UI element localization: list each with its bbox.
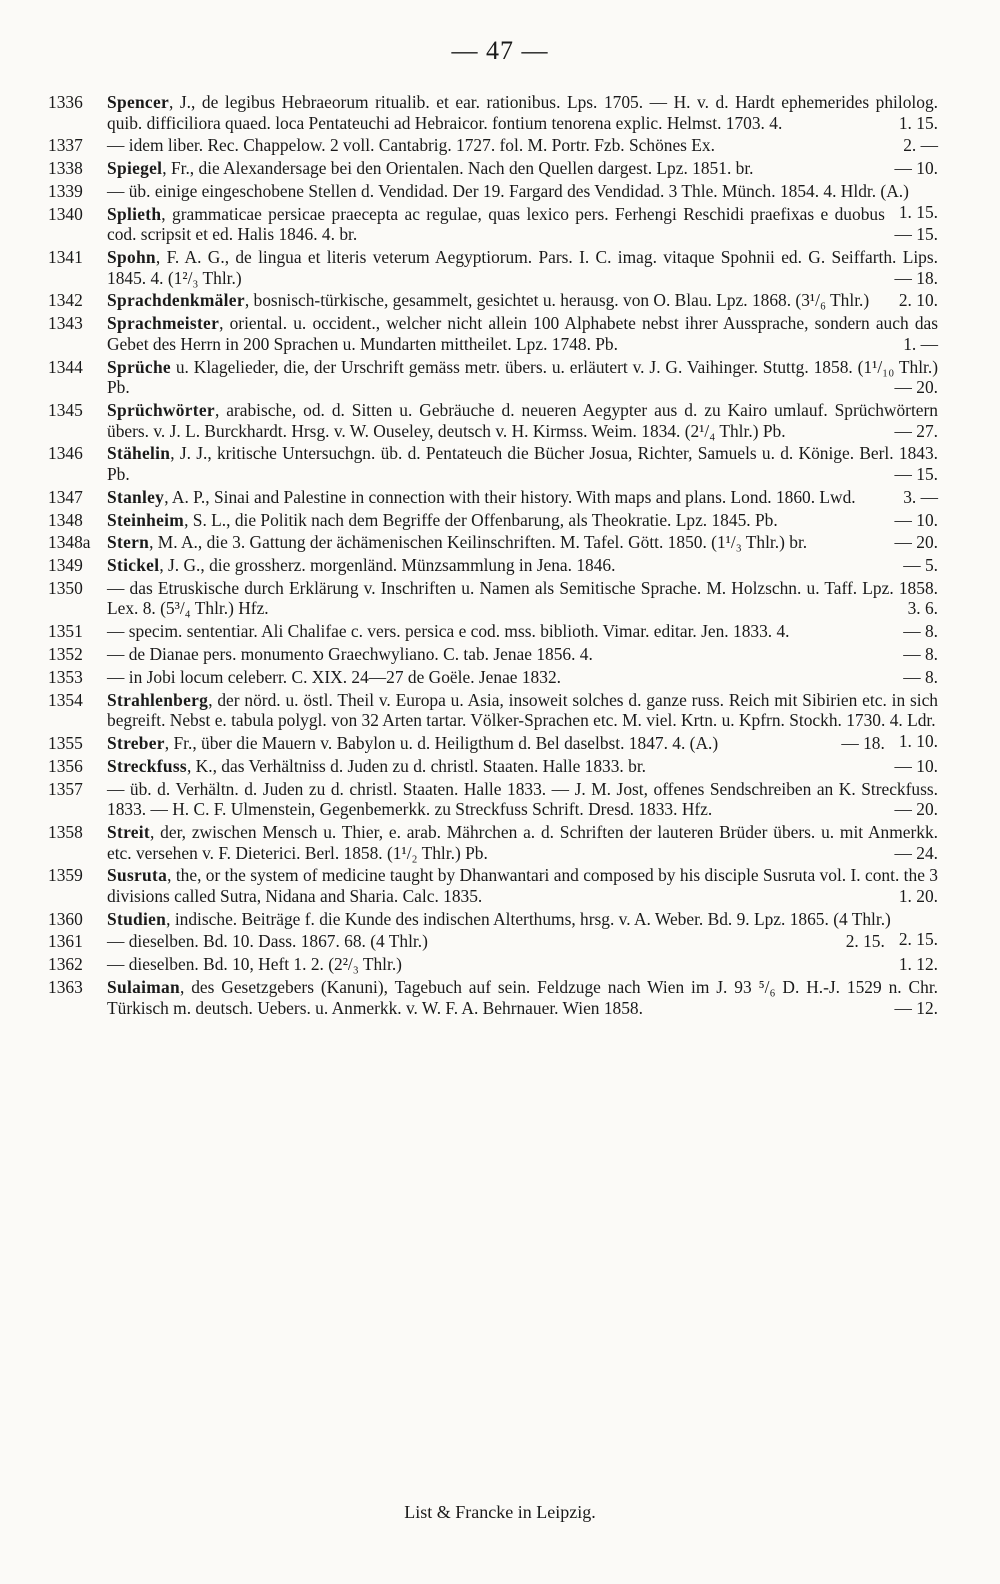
entry-text — [107, 487, 938, 508]
entry-number: 1357 — [48, 778, 83, 799]
entry-text — [107, 865, 938, 906]
entry-headword: Stern — [107, 532, 150, 553]
entry-number: 1338 — [48, 158, 83, 179]
entry-description: — üb. d. Verhältn. d. Juden zu d. christl. Staaten. Halle 1833. — J. M. Jost, offenes Sendschreiben an K. Streckfuss. 1833. — H. C. F. Ulmenstein, Gegenbemerkk. zu Streckfuss Schrift. Dresd. 1833. Hfz. — [107, 778, 938, 820]
entry-description: — specim. sententiar. Ali Chalifae c. vers. persica e cod. mss. biblioth. Vimar. editar. Jen. 1833. 4. — [107, 621, 790, 642]
entry-number: 1359 — [48, 865, 83, 886]
entry-headword: Spiegel — [107, 158, 163, 179]
entry-price: — 8. — [903, 621, 938, 642]
catalog-entry — [48, 644, 938, 665]
entry-description: — üb. einige eingeschobene Stellen d. Vendidad. Der 19. Fargard des Vendidad. 3 Thle. Münch. 1854. 4. Hldr. (A.) — [107, 180, 909, 201]
entry-headword: Sprüchwörter — [107, 400, 215, 420]
entry-text — [107, 135, 938, 156]
entry-description: , J. G., die grossherz. morgenländ. Münzsammlung in Jena. 1846. — [159, 555, 616, 576]
entry-description: , F. A. G., de lingua et literis veterum Aegyptiorum. Pars. I. C. imag. vitaque Spohnii ed. G. Seiffarth. Lips. 1845. 4. (1²/₃ Thlr.) — [107, 247, 938, 288]
page-number: — 47 — — [451, 36, 549, 65]
entry-headword: Sprüche — [107, 356, 171, 377]
entry-price: — 8. — [903, 644, 938, 665]
entry-price: 1. 20. — [898, 885, 938, 906]
catalog-entry — [48, 822, 938, 863]
catalog-entry — [48, 756, 938, 777]
entry-number: 1352 — [48, 644, 83, 665]
entry-headword: Stickel — [107, 555, 160, 576]
catalog-entry — [48, 247, 938, 288]
entry-headword: Sprachmeister — [107, 313, 220, 334]
entry-price: — 20. — [894, 799, 938, 820]
catalog-entry — [48, 779, 938, 820]
entry-text — [107, 510, 938, 531]
entry-price: 1. 15. — [898, 112, 938, 133]
entry-text — [107, 822, 938, 863]
entry-number: 1362 — [48, 954, 83, 975]
entry-description: — dieselben. Bd. 10. Dass. 1867. 68. (4 Thlr.) — [107, 931, 428, 952]
entry-headword: Strahlenberg — [107, 689, 209, 710]
entry-description: u. Klagelieder, die, der Urschrift gemäss metr. übers. u. erläutert v. J. G. Vaihinger. Stuttg. 1858. (1¹/₁₀ Thlr.) Pb. — [107, 356, 938, 398]
entry-price: 2. — — [903, 135, 938, 156]
entry-text — [107, 357, 938, 398]
entry-text — [107, 247, 938, 288]
entry-price: 1. 10. — [898, 730, 938, 751]
entry-text — [107, 158, 938, 179]
entry-number: 1361 — [48, 931, 83, 952]
catalog-entry — [48, 730, 938, 754]
entry-description: , indische. Beiträge f. die Kunde des indischen Alterthums, hrsg. v. A. Weber. Bd. 9. Lpz. 1865. (4 Thlr.) — [166, 908, 891, 929]
entry-number: 1348 — [48, 509, 83, 530]
entry-text — [107, 555, 938, 576]
entry-price: 3. — — [903, 486, 938, 507]
entry-description: , A. P., Sinai and Palestine in connection with their history. With maps and plans. Lond. 1860. Lwd. — [164, 486, 856, 507]
entry-headword: Sprachdenkmäler — [107, 290, 245, 311]
entry-number: 1351 — [48, 621, 83, 642]
entry-description: , bosnisch-türkische, gesammelt, gesichtet u. herausg. von O. Blau. Lpz. 1868. (3¹/₆ Thlr.) — [244, 290, 870, 311]
entry-description: — idem liber. Rec. Chappelow. 2 voll. Cantabrig. 1727. fol. M. Portr. Fzb. Schönes Ex. — [107, 135, 715, 156]
entry-price: — 18. — [894, 267, 938, 288]
entry-price: 3. 6. — [907, 598, 938, 619]
entry-number: 1337 — [48, 135, 83, 156]
entry-description: , J., de legibus Hebraeorum ritualib. et ear. rationibus. Lps. 1705. — H. v. d. Hardt ephemerides philolog. quib. difficiliora quaed. loca Pentateuchi ad Hebraicor. fontium tenorena explic. Helmst. 1703. 4. — [107, 92, 938, 133]
entry-headword: Splieth — [107, 203, 162, 224]
entry-description: , Fr., die Alexandersage bei den Orientalen. Nach den Quellen dargest. Lpz. 1851. br. — [162, 158, 754, 179]
entry-description: , der nörd. u. östl. Theil v. Europa u. Asia, insoweit solches d. ganze russ. Reich mit Sibirien etc. in sich begreift. Nebst e. tabula polygl. von 32 Arten tartar. Völker-Sprachen etc. M. viel. Krtn. u. Kpfrn. Stockh. 1730. 4. Ldr. — [107, 689, 938, 731]
catalog-entry — [48, 931, 938, 952]
entry-price: — 12. — [894, 997, 938, 1018]
entry-description: — das Etruskische durch Erklärung v. Inschriften u. Namen als Semitische Sprache. M. Holzschn. u. Taff. Lpz. 1858. Lex. 8. (5³/₄ Thlr.) Hfz. — [107, 577, 938, 619]
entry-price: — 15. — [894, 463, 938, 484]
entry-headword: Steinheim — [107, 509, 185, 530]
entry-price: 1. — — [903, 333, 938, 354]
entry-number: 1363 — [48, 977, 83, 997]
entry-headword: Stähelin — [107, 443, 171, 464]
entry-text — [107, 290, 938, 311]
entry-headword: Spohn — [107, 247, 156, 268]
entry-number: 1355 — [48, 732, 83, 753]
entry-text — [107, 756, 938, 777]
entry-text — [107, 313, 938, 354]
entry-number: 1358 — [48, 821, 83, 842]
catalog-entry — [48, 92, 938, 133]
entry-description: , the, or the system of medicine taught by Dhanwantari and composed by his disciple Susruta vol. I. cont. the 3 divisions called Sutra, Nidana and Sharia. Calc. 1835. — [107, 865, 938, 906]
entry-price: — 8. — [903, 666, 938, 687]
entry-headword: Sulaiman — [107, 977, 180, 997]
entry-number: 1354 — [48, 689, 83, 710]
entry-price: — 15. — [894, 224, 938, 245]
entry-price: — 24. — [894, 842, 938, 863]
entry-price: — 10. — [894, 158, 938, 179]
entry-text — [107, 532, 938, 553]
catalog-entry — [48, 954, 938, 975]
catalog-entry — [48, 290, 938, 311]
catalog-entry — [48, 555, 938, 576]
catalog-entry — [48, 135, 938, 156]
catalog-entry — [48, 578, 938, 619]
entry-text — [107, 644, 938, 665]
catalog-entry — [48, 400, 938, 441]
entry-text — [107, 621, 938, 642]
entry-price: 1. 12. — [898, 954, 938, 975]
entry-number: 1344 — [48, 356, 83, 377]
entry-description: , J. J., kritische Untersuchgn. üb. d. Pentateuch die Bücher Josua, Richter, Samuels u. d. Könige. Berl. 1843. Pb. — [107, 443, 938, 484]
entry-text — [107, 92, 938, 133]
entry-description: , des Gesetzgebers (Kanuni), Tagebuch auf sein. Feldzuge nach Wien im J. 93 ⁵/₆ D. H.-J. 1529 n. Chr. Türkisch m. deutsch. Uebers. u. Anmerkk. v. W. F. A. Behrnauer. Wien 1858. — [107, 977, 938, 1018]
catalog-entry — [48, 443, 938, 484]
entry-number: 1341 — [48, 247, 83, 268]
catalog-entry — [48, 487, 938, 508]
entry-description: , der, zwischen Mensch u. Thier, e. arab. Mährchen a. d. Schriften der lauteren Brüder übers. u. mit Anmerkk. etc. versehen v. F. Dieterici. Berl. 1858. (1¹/₂ Thlr.) Pb. — [107, 821, 938, 863]
entry-price: — 10. — [894, 509, 938, 530]
entry-price: — 10. — [894, 755, 938, 776]
entry-description: , M. A., die 3. Gattung der ächämenischen Keilinschriften. M. Tafel. Gött. 1850. (1¹/₃ Thlr.) br. — [149, 532, 808, 553]
catalog-entry — [48, 621, 938, 642]
entry-price: 1. 15. — [898, 201, 938, 222]
catalog-entry — [48, 977, 938, 1018]
catalog-entries — [48, 92, 938, 1020]
catalog-entry — [48, 313, 938, 354]
entry-text — [107, 443, 938, 484]
entry-number: 1356 — [48, 755, 83, 776]
publisher-footer: List & Francke in Leipzig. — [404, 1502, 596, 1522]
entry-text — [107, 977, 938, 1018]
entry-description: , arabische, od. d. Sitten u. Gebräuche d. neueren Aegypter aus d. zu Kairo umlauf. Sprüchwörtern übers. v. J. L. Burckhardt. Hrsg. v. W. Ouseley, deutsch v. H. Kirmss. Weim. 1834. (2¹/₄ Thlr.) Pb. — [107, 400, 938, 441]
entry-description: , Fr., über die Mauern v. Babylon u. d. Heiligthum d. Bel daselbst. 1847. 4. (A.) — [164, 732, 719, 753]
entry-price: — 18. — [841, 732, 885, 753]
entry-number: 1353 — [48, 666, 83, 687]
entry-number: 1346 — [48, 443, 83, 464]
entry-headword: Susruta — [107, 865, 168, 886]
entry-description: , oriental. u. occident., welcher nicht allein 100 Alphabete nebst ihrer Aussprache, sondern auch das Gebet des Herrn in 200 Sprachen u. Mundarten mittheilet. Lpz. 1748. Pb. — [107, 313, 938, 354]
entry-price: — 5. — [903, 555, 938, 576]
entry-description: — de Dianae pers. monumento Graechwyliano. C. tab. Jenae 1856. 4. — [107, 644, 593, 665]
catalog-entry — [48, 201, 938, 245]
entry-text — [107, 400, 938, 441]
entry-description: , grammaticae persicae praecepta ac regulae, quas lexico pers. Ferhengi Reschidi praefixas e duobus cod. scripsit et ed. Halis 1846. 4. br. — [107, 203, 885, 245]
entry-text — [107, 931, 938, 952]
entry-number: 1360 — [48, 908, 83, 929]
entry-text — [107, 779, 938, 820]
catalog-entry — [48, 667, 938, 688]
catalog-entry — [48, 510, 938, 531]
entry-price: 2. 15. — [845, 931, 885, 952]
entry-headword: Streit — [107, 821, 151, 842]
catalog-entry — [48, 158, 938, 179]
entry-price: — 20. — [894, 377, 938, 398]
entry-number: 1350 — [48, 577, 83, 598]
entry-number: 1336 — [48, 92, 83, 112]
catalog-entry — [48, 865, 938, 906]
entry-headword: Spencer — [107, 92, 169, 112]
entry-text — [107, 667, 938, 688]
entry-number: 1347 — [48, 486, 83, 507]
entry-price: 2. 10. — [898, 290, 938, 311]
entry-headword: Studien — [107, 908, 167, 929]
catalog-entry — [48, 357, 938, 398]
entry-headword: Streckfuss — [107, 755, 187, 776]
entry-number: 1343 — [48, 313, 83, 334]
catalog-entry — [48, 532, 938, 553]
entry-number: 1345 — [48, 400, 83, 420]
entry-description: — dieselben. Bd. 10, Heft 1. 2. (2²/₃ Thlr.) — [107, 954, 402, 975]
entry-headword: Streber — [107, 732, 165, 753]
entry-text — [107, 201, 938, 245]
entry-description: — in Jobi locum celeberr. C. XIX. 24—27 de Goële. Jenae 1832. — [107, 666, 561, 687]
entry-price: — 27. — [894, 420, 938, 441]
entry-price: 2. 15. — [898, 929, 938, 950]
entry-description: , S. L., die Politik nach dem Begriffe der Offenbarung, als Theokratie. Lpz. 1845. Pb. — [184, 509, 778, 530]
entry-price: — 20. — [894, 532, 938, 553]
entry-description: , K., das Verhältniss d. Juden zu d. christl. Staaten. Halle 1833. br. — [186, 755, 646, 776]
entry-number: 1342 — [48, 290, 83, 311]
entry-text — [107, 578, 938, 619]
entry-number: 1348a — [48, 532, 91, 553]
entry-headword: Stanley — [107, 486, 165, 507]
entry-text — [107, 730, 938, 754]
entry-number: 1339 — [48, 180, 83, 201]
entry-number: 1340 — [48, 203, 83, 224]
entry-number: 1349 — [48, 555, 83, 576]
entry-text — [107, 954, 938, 975]
